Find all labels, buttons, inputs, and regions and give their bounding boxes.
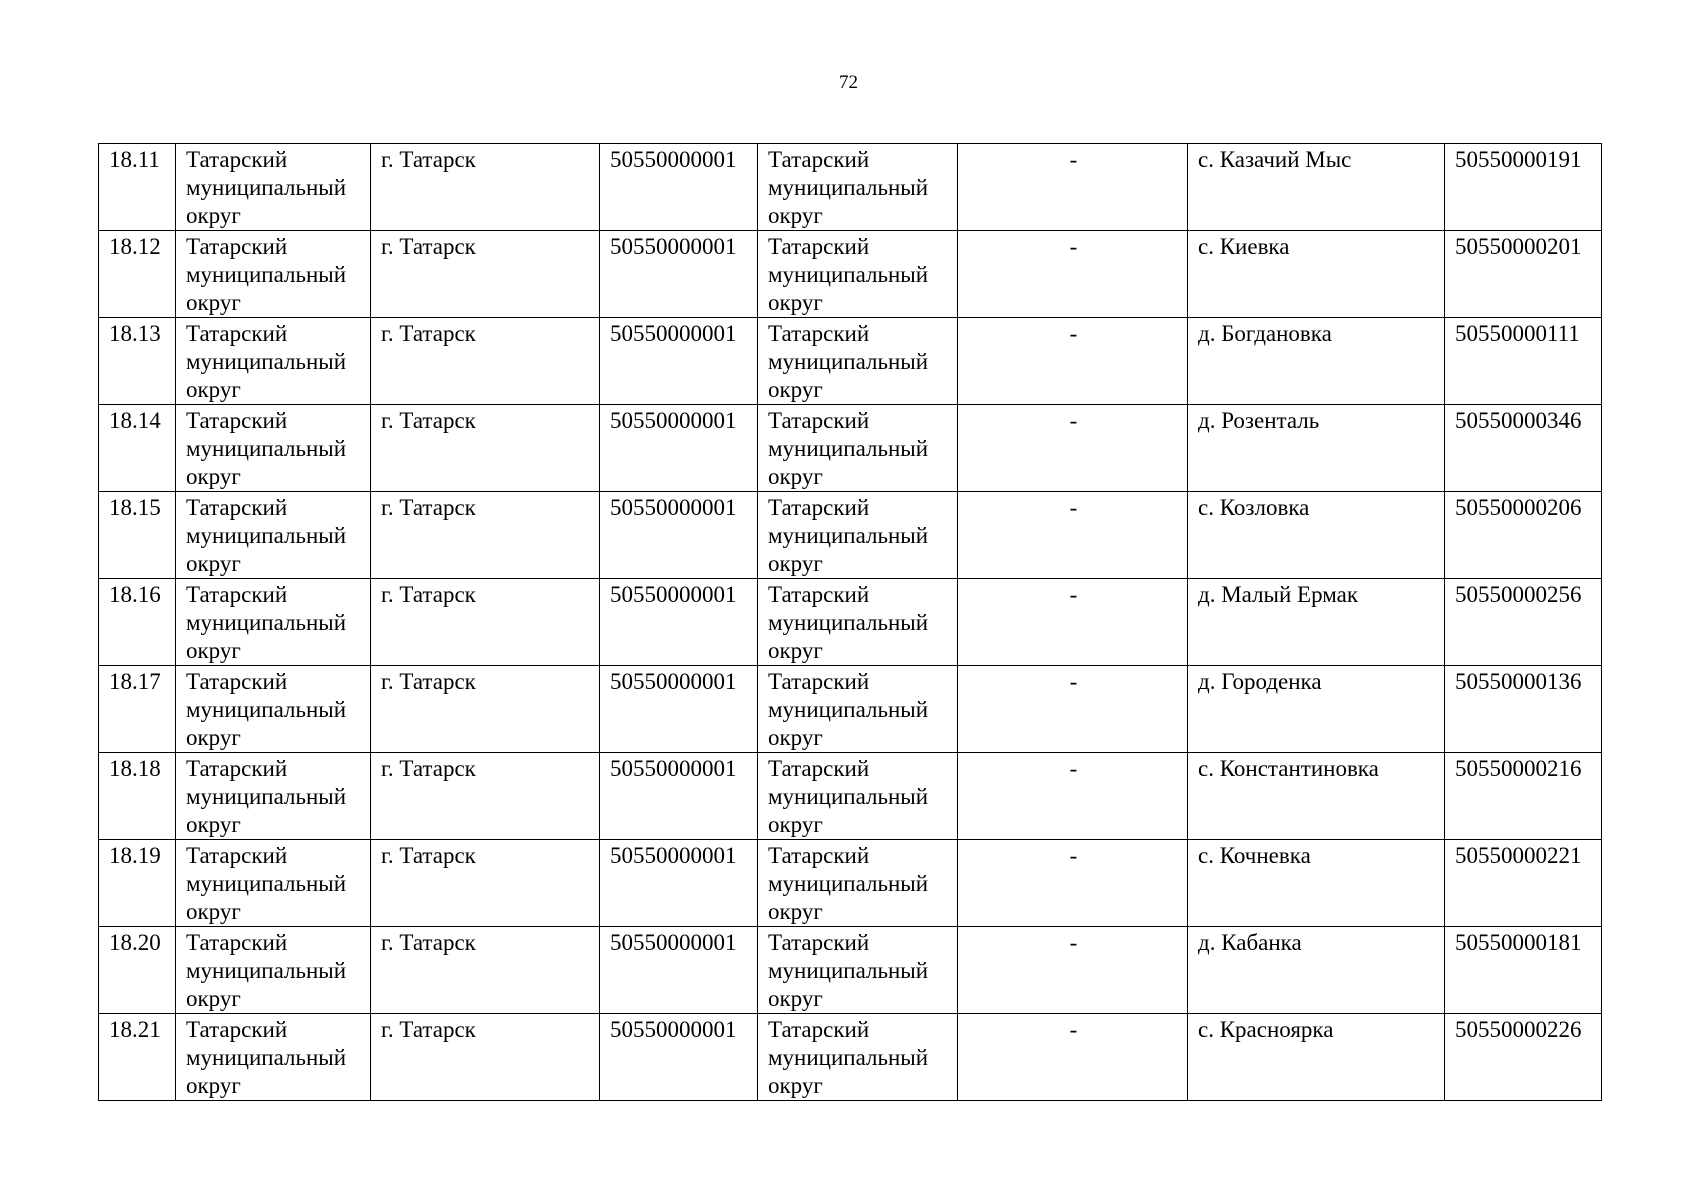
cell-center: г. Татарск xyxy=(371,927,600,1014)
cell-locality: с. Кочневка xyxy=(1188,840,1445,927)
cell-district: Татарский муниципальный округ xyxy=(176,405,371,492)
cell-district: Татарский муниципальный округ xyxy=(176,231,371,318)
cell-locality-code: 50550000216 xyxy=(1445,753,1602,840)
cell-center-code: 50550000001 xyxy=(600,840,758,927)
cell-number: 18.20 xyxy=(99,927,176,1014)
cell-center-code: 50550000001 xyxy=(600,1014,758,1101)
cell-center-code: 50550000001 xyxy=(600,405,758,492)
cell-center: г. Татарск xyxy=(371,579,600,666)
cell-municipality: Татарский муниципальный округ xyxy=(758,144,958,231)
page-number: 72 xyxy=(839,72,858,93)
cell-locality: д. Богдановка xyxy=(1188,318,1445,405)
table-row xyxy=(99,144,1602,231)
cell-municipality: Татарский муниципальный округ xyxy=(758,318,958,405)
cell-number: 18.16 xyxy=(99,579,176,666)
cell-district: Татарский муниципальный округ xyxy=(176,666,371,753)
cell-locality: с. Киевка xyxy=(1188,231,1445,318)
table-row xyxy=(99,231,1602,318)
cell-municipality: Татарский муниципальный округ xyxy=(758,579,958,666)
cell-number: 18.15 xyxy=(99,492,176,579)
cell-locality: д. Городенка xyxy=(1188,666,1445,753)
table-row xyxy=(99,405,1602,492)
cell-settlement: - xyxy=(958,927,1188,1014)
cell-settlement: - xyxy=(958,144,1188,231)
table-row xyxy=(99,1014,1602,1101)
cell-number: 18.14 xyxy=(99,405,176,492)
cell-center-code: 50550000001 xyxy=(600,927,758,1014)
cell-locality-code: 50550000191 xyxy=(1445,144,1602,231)
cell-center: г. Татарск xyxy=(371,1014,600,1101)
cell-settlement: - xyxy=(958,318,1188,405)
cell-district: Татарский муниципальный округ xyxy=(176,579,371,666)
cell-center: г. Татарск xyxy=(371,666,600,753)
cell-center-code: 50550000001 xyxy=(600,579,758,666)
cell-district: Татарский муниципальный округ xyxy=(176,144,371,231)
cell-locality-code: 50550000346 xyxy=(1445,405,1602,492)
cell-number: 18.12 xyxy=(99,231,176,318)
cell-locality-code: 50550000136 xyxy=(1445,666,1602,753)
cell-center: г. Татарск xyxy=(371,144,600,231)
table-row xyxy=(99,840,1602,927)
cell-number: 18.13 xyxy=(99,318,176,405)
cell-center-code: 50550000001 xyxy=(600,666,758,753)
cell-settlement: - xyxy=(958,231,1188,318)
cell-center: г. Татарск xyxy=(371,753,600,840)
cell-settlement: - xyxy=(958,840,1188,927)
cell-municipality: Татарский муниципальный округ xyxy=(758,231,958,318)
cell-settlement: - xyxy=(958,666,1188,753)
cell-center-code: 50550000001 xyxy=(600,144,758,231)
cell-district: Татарский муниципальный округ xyxy=(176,840,371,927)
cell-locality-code: 50550000206 xyxy=(1445,492,1602,579)
cell-settlement: - xyxy=(958,492,1188,579)
cell-locality: с. Красноярка xyxy=(1188,1014,1445,1101)
cell-locality: с. Казачий Мыс xyxy=(1188,144,1445,231)
table-row xyxy=(99,579,1602,666)
table-row xyxy=(99,318,1602,405)
cell-district: Татарский муниципальный округ xyxy=(176,927,371,1014)
cell-locality-code: 50550000256 xyxy=(1445,579,1602,666)
cell-settlement: - xyxy=(958,1014,1188,1101)
cell-number: 18.18 xyxy=(99,753,176,840)
cell-center: г. Татарск xyxy=(371,840,600,927)
table-row xyxy=(99,753,1602,840)
cell-number: 18.19 xyxy=(99,840,176,927)
cell-settlement: - xyxy=(958,753,1188,840)
cell-center-code: 50550000001 xyxy=(600,753,758,840)
cell-center-code: 50550000001 xyxy=(600,231,758,318)
cell-settlement: - xyxy=(958,405,1188,492)
cell-number: 18.21 xyxy=(99,1014,176,1101)
cell-municipality: Татарский муниципальный округ xyxy=(758,927,958,1014)
cell-municipality: Татарский муниципальный округ xyxy=(758,405,958,492)
cell-center: г. Татарск xyxy=(371,318,600,405)
cell-locality-code: 50550000181 xyxy=(1445,927,1602,1014)
cell-district: Татарский муниципальный округ xyxy=(176,1014,371,1101)
cell-center: г. Татарск xyxy=(371,231,600,318)
table-row xyxy=(99,492,1602,579)
cell-center: г. Татарск xyxy=(371,405,600,492)
cell-municipality: Татарский муниципальный округ xyxy=(758,753,958,840)
cell-municipality: Татарский муниципальный округ xyxy=(758,1014,958,1101)
settlements-table xyxy=(98,143,1602,1101)
cell-locality: д. Кабанка xyxy=(1188,927,1445,1014)
cell-district: Татарский муниципальный округ xyxy=(176,492,371,579)
cell-locality: д. Розенталь xyxy=(1188,405,1445,492)
cell-locality-code: 50550000201 xyxy=(1445,231,1602,318)
cell-center-code: 50550000001 xyxy=(600,492,758,579)
cell-municipality: Татарский муниципальный округ xyxy=(758,492,958,579)
cell-number: 18.17 xyxy=(99,666,176,753)
cell-locality: с. Константиновка xyxy=(1188,753,1445,840)
cell-locality: д. Малый Ермак xyxy=(1188,579,1445,666)
table-row xyxy=(99,666,1602,753)
cell-district: Татарский муниципальный округ xyxy=(176,753,371,840)
cell-district: Татарский муниципальный округ xyxy=(176,318,371,405)
cell-locality-code: 50550000226 xyxy=(1445,1014,1602,1101)
cell-number: 18.11 xyxy=(99,144,176,231)
cell-settlement: - xyxy=(958,579,1188,666)
cell-municipality: Татарский муниципальный округ xyxy=(758,666,958,753)
cell-municipality: Татарский муниципальный округ xyxy=(758,840,958,927)
cell-locality: с. Козловка xyxy=(1188,492,1445,579)
table-row xyxy=(99,927,1602,1014)
cell-center: г. Татарск xyxy=(371,492,600,579)
cell-locality-code: 50550000221 xyxy=(1445,840,1602,927)
cell-locality-code: 50550000111 xyxy=(1445,318,1602,405)
cell-center-code: 50550000001 xyxy=(600,318,758,405)
